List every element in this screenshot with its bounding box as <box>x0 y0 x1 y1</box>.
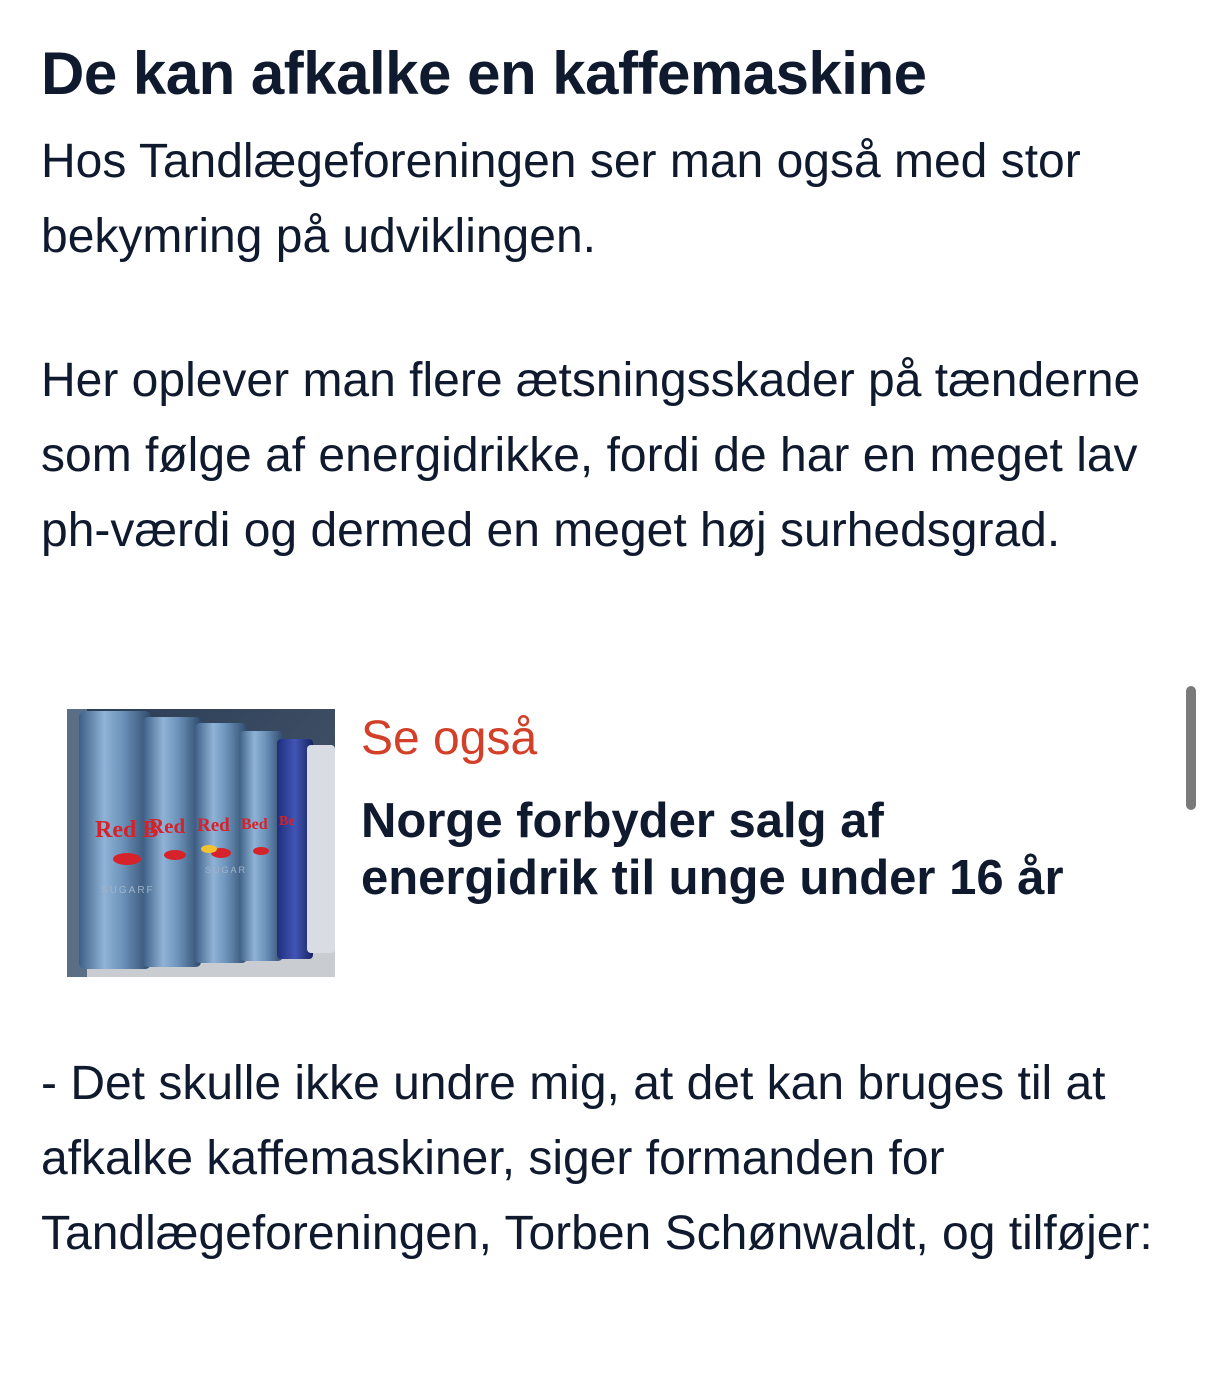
svg-text:SUGAR: SUGAR <box>205 865 248 875</box>
svg-text:Red: Red <box>149 814 186 838</box>
see-also-label: Se også <box>361 712 538 765</box>
article-paragraph: Hos Tandlægeforeningen ser man også med stor bekymring på udviklingen. <box>41 135 1081 263</box>
svg-text:Bed: Bed <box>241 816 268 833</box>
article-paragraph: - Det skulle ikke undre mig, at det kan bruges til at afkalke kaffemaskiner, siger formanden for Tandlægeforeningen, Torben Schønwaldt, og tilføjer: <box>41 1057 1153 1260</box>
article-paragraph: Her oplever man flere ætsningsskader på tænderne som følge af energidrikke, fordi de har en meget lav ph-værdi og dermed en meget høj surhedsgrad. <box>41 354 1141 557</box>
see-also-teaser[interactable] <box>67 709 1167 977</box>
vertical-scrollbar[interactable] <box>1186 686 1196 810</box>
see-also-headline-link[interactable]: Norge forbyder salg af energidrik til unge under 16 år <box>361 794 1064 905</box>
teaser-thumbnail[interactable] <box>67 709 335 977</box>
svg-text:Red B: Red B <box>95 817 159 843</box>
svg-text:Be: Be <box>279 814 295 829</box>
section-heading: De kan afkalke en kaffemaskine <box>41 40 927 107</box>
svg-text:SUGARF: SUGARF <box>101 885 155 896</box>
svg-text:Red: Red <box>197 815 230 836</box>
energy-drink-cans-image <box>79 711 335 969</box>
